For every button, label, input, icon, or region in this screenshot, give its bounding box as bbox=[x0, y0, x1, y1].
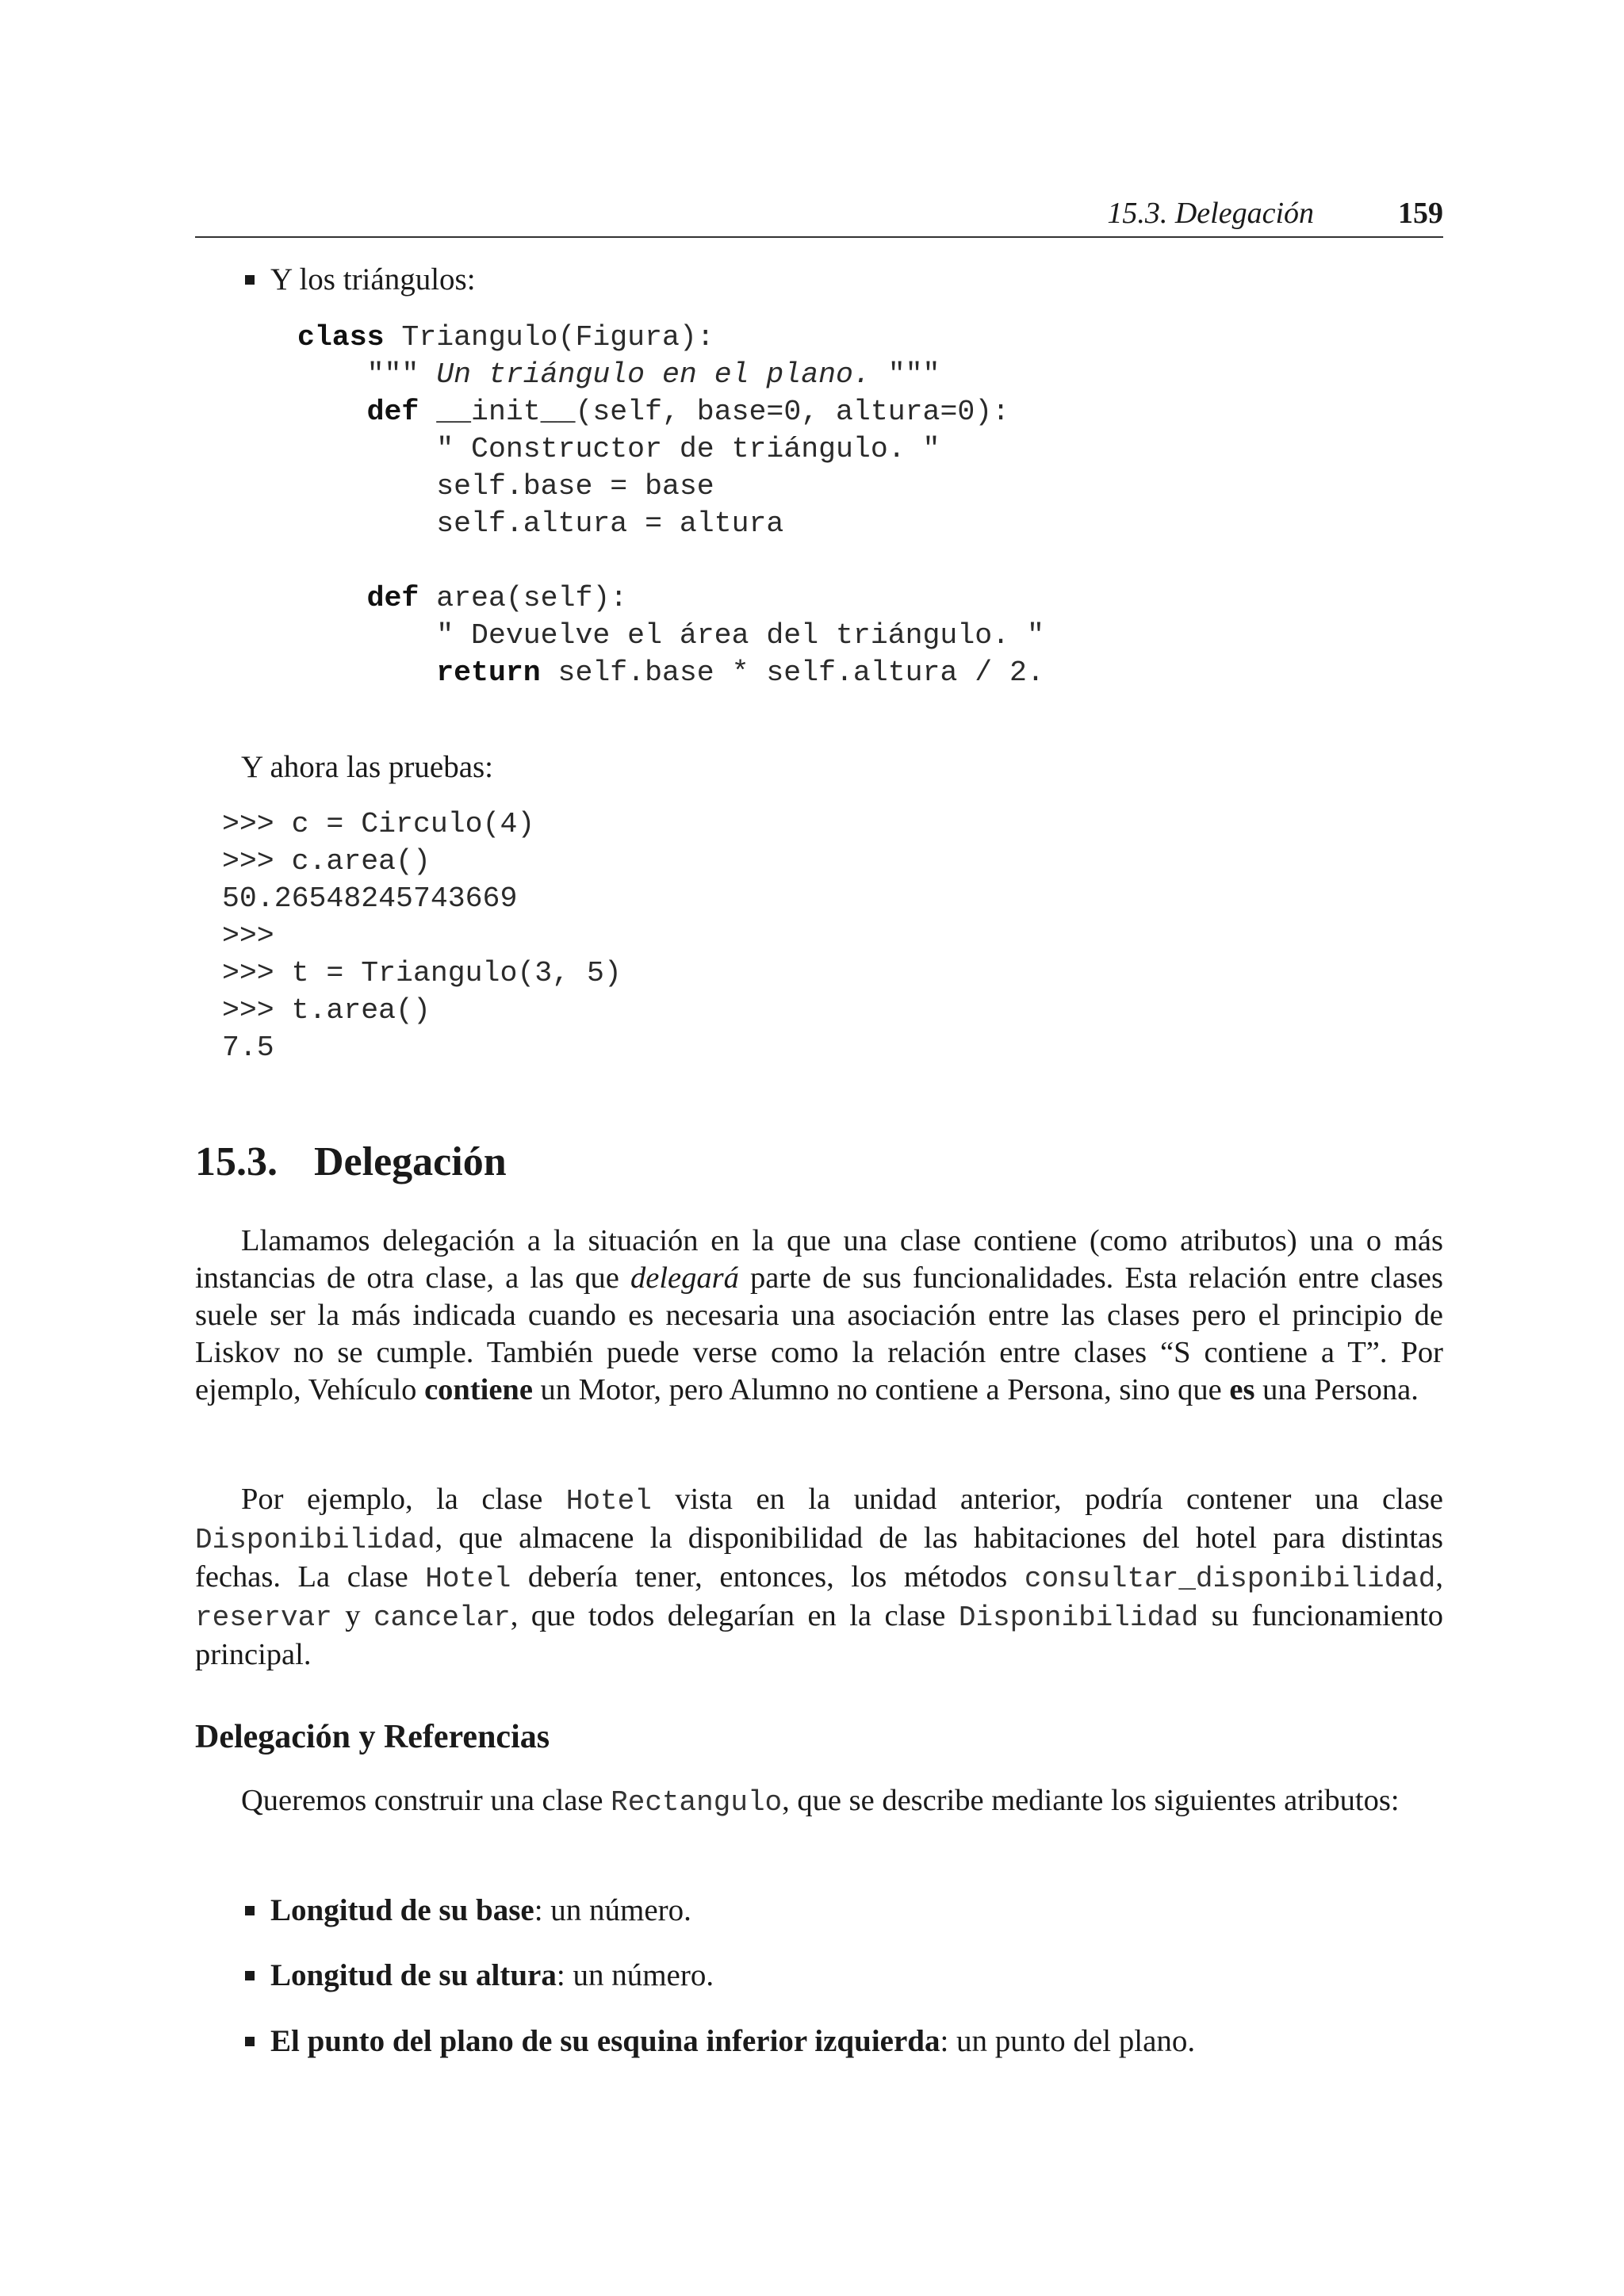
code-block-tests bbox=[222, 806, 622, 1066]
tests-intro: Y ahora las pruebas: bbox=[241, 750, 494, 784]
text-run: delegará bbox=[630, 1261, 739, 1295]
text-run: y bbox=[331, 1599, 373, 1632]
code-line: self.base = base bbox=[297, 470, 714, 503]
inline-code: Hotel bbox=[425, 1563, 511, 1595]
code-line: " Devuelve el área del triángulo. " bbox=[297, 619, 1044, 652]
text-run: un Motor, pero Alumno no contiene a Persona, sino que bbox=[532, 1373, 1230, 1406]
text-run: parte de sus funcionalidades. Esta relación entre clases suele ser la más indicada cuando es necesaria una asociación entre las clases pero el principio de Liskov no se cumple. También puede verse como la relación entre clases “S contiene a T”. Por ejemplo, Vehículo bbox=[195, 1261, 1443, 1406]
text-run: debería tener, entonces, los métodos bbox=[511, 1560, 1025, 1594]
header-rule bbox=[195, 236, 1443, 238]
code-line: >>> c.area() bbox=[222, 845, 431, 878]
text-run: , que almacene la disponibilidad de las habitaciones del hotel para distintas fechas. La clase bbox=[195, 1521, 1443, 1594]
text-run: Llamamos delegación a la situación en la que una clase contiene (como atributos) una o más instancias de otra clase, a las que bbox=[195, 1224, 1443, 1295]
section-heading bbox=[195, 1135, 507, 1190]
attribute-item: Longitud de su altura: un número. bbox=[270, 1958, 714, 1992]
subsection-heading: Delegación y Referencias bbox=[195, 1719, 550, 1755]
text-run: contiene bbox=[424, 1373, 533, 1406]
code-block-triangulo bbox=[297, 319, 1044, 691]
running-header bbox=[195, 193, 1443, 234]
paragraph-delegation-definition bbox=[195, 1223, 1443, 1409]
inline-code: Disponibilidad bbox=[195, 1524, 435, 1556]
section-title: Delegación bbox=[314, 1139, 507, 1184]
text-run: vista en la unidad anterior, podría contener una clase bbox=[651, 1483, 1443, 1516]
inline-code: Disponibilidad bbox=[958, 1601, 1199, 1634]
attribute-item: El punto del plano de su esquina inferior izquierda: un punto del plano. bbox=[270, 2024, 1196, 2058]
bullet-icon bbox=[245, 275, 255, 285]
inline-code: cancelar bbox=[373, 1601, 511, 1634]
bullet-triangles-text: Y los triángulos: bbox=[270, 262, 476, 297]
paragraph-rectangulo-intro bbox=[195, 1782, 1443, 1821]
running-header-section: 15.3. Delegación bbox=[1107, 197, 1314, 230]
page-number: 159 bbox=[1398, 197, 1443, 230]
code-line: >>> t.area() bbox=[222, 994, 431, 1027]
text-run: Queremos construir una clase bbox=[241, 1784, 611, 1817]
bullet-icon bbox=[245, 2037, 255, 2046]
inline-code: Hotel bbox=[565, 1485, 652, 1517]
code-line: " Constructor de triángulo. " bbox=[297, 433, 940, 465]
text-run: Por ejemplo, la clase bbox=[241, 1483, 566, 1516]
text-run: es bbox=[1229, 1373, 1255, 1406]
inline-code: reservar bbox=[195, 1601, 332, 1634]
code-line: def area(self): bbox=[366, 582, 628, 614]
paragraph-hotel-example bbox=[195, 1481, 1443, 1674]
inline-code: Rectangulo bbox=[611, 1786, 783, 1819]
code-line: >>> t = Triangulo(3, 5) bbox=[222, 957, 622, 989]
text-run: una Persona. bbox=[1254, 1373, 1419, 1406]
text-run: su funcionamiento principal. bbox=[195, 1599, 1444, 1671]
bullet-icon bbox=[245, 1906, 255, 1915]
section-number: 15.3. bbox=[195, 1139, 278, 1184]
text-run: , que se describe mediante los siguientes atributos: bbox=[782, 1784, 1400, 1817]
code-line: >>> c = Circulo(4) bbox=[222, 808, 535, 840]
inline-code: consultar_disponibilidad bbox=[1024, 1563, 1436, 1595]
code-line: self.altura = altura bbox=[297, 507, 784, 540]
code-line: class Triangulo(Figura): bbox=[297, 321, 714, 354]
text-run: , que todos delegarían en la clase bbox=[510, 1599, 959, 1632]
attribute-item: Longitud de su base: un número. bbox=[270, 1893, 691, 1927]
code-line: """ Un triángulo en el plano. """ bbox=[297, 358, 940, 391]
code-line: return self.base * self.altura / 2. bbox=[436, 656, 1044, 689]
code-line: 50.26548245743669 bbox=[222, 882, 518, 915]
code-line: 7.5 bbox=[222, 1031, 274, 1064]
code-line: >>> bbox=[222, 920, 274, 952]
code-line bbox=[297, 542, 1044, 580]
text-run: , bbox=[1435, 1560, 1443, 1594]
code-line: def __init__(self, base=0, altura=0): bbox=[366, 396, 1010, 428]
bullet-icon bbox=[245, 1971, 255, 1980]
